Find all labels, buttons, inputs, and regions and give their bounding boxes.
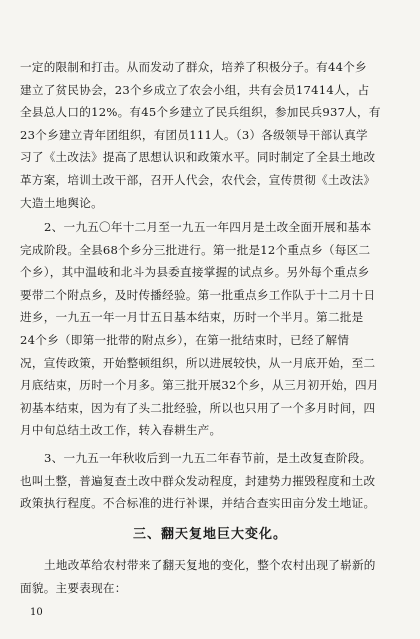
paragraph-1 <box>20 56 408 214</box>
text-line: 个乡），其中温岐和北斗为县委直接掌握的试点乡。另外每个重点乡 <box>20 265 370 280</box>
text-line: 大造土地舆论。 <box>20 195 103 210</box>
text-line: 土地改革给农村带来了翻天复地的变化，整个农村出现了崭新的 <box>44 558 376 572</box>
section-heading: 三、翻天复地巨大变化。 <box>132 527 287 542</box>
text-line: 进乡，一九五一年一月廿五日基本结束，历时一个半月。第二批是 <box>20 310 364 325</box>
text-line: 政策执行程度。不合标准的进行补课，并结合查实田亩分发土地证。 <box>20 496 376 511</box>
text-line: 况，宣传政策，开始整顿组织，所以进展较快，从一月底开始，至二 <box>20 355 376 370</box>
text-line: 月中旬总结土改工作，转入春耕生产。 <box>20 423 222 438</box>
paragraph-3 <box>20 447 408 515</box>
text-line: 建立了贫民协会，23个乡成立了农会小组，共有会员17414人，占 <box>20 82 370 97</box>
text-line: 2、一九五〇年十二月至一九五一年四月是土改全面开展和基本 <box>44 220 372 234</box>
text-line: 要带二个附点乡，及时传播经验。第一批重点乡工作队于十二月十日 <box>20 287 376 302</box>
text-line: 面貌。主要表现在： <box>20 580 127 595</box>
text-line: 23个乡建立青年团组织，有团员111人。（3）各级领导干部认真学 <box>20 127 368 142</box>
paragraph-2 <box>20 216 408 442</box>
text-line: 初基本结束，因为有了头二批经验，所以也只用了一个多月时间，四 <box>20 400 376 415</box>
text-line: 也叫土整，普遍复查土改中群众发动程度，封建势力摧毁程度和土改 <box>20 473 376 488</box>
text-line: 24个乡（即第一批带的附点乡），在第一批结束时，已经了解情 <box>20 332 350 347</box>
text-line: 3、一九五一年秋收后到一九五二年春节前，是土改复查阶段。 <box>44 451 372 465</box>
text-line: 全县总人口的12%。有45个乡建立了民兵组织，参加民兵937人，有 <box>20 105 381 120</box>
paragraph-4 <box>20 554 408 599</box>
page-number: 10 <box>30 607 43 618</box>
text-line: 一定的限制和打击。从而发动了群众，培养了积极分子。有44个乡 <box>20 60 367 74</box>
text-line: 习了《土改法》提高了思想认识和政策水平。同时制定了全县土地改 <box>20 150 376 165</box>
text-line: 月底结束，历时一个月多。第三批开展32个乡，从三月初开始，四月 <box>20 378 379 393</box>
text-line: 革方案，培训土改干部，召开人代会，农代会，宣传贯彻《土改法》 <box>20 172 376 187</box>
text-line: 完成阶段。全县68个乡分三批进行。第一批是12个重点乡（每区二 <box>20 242 371 257</box>
